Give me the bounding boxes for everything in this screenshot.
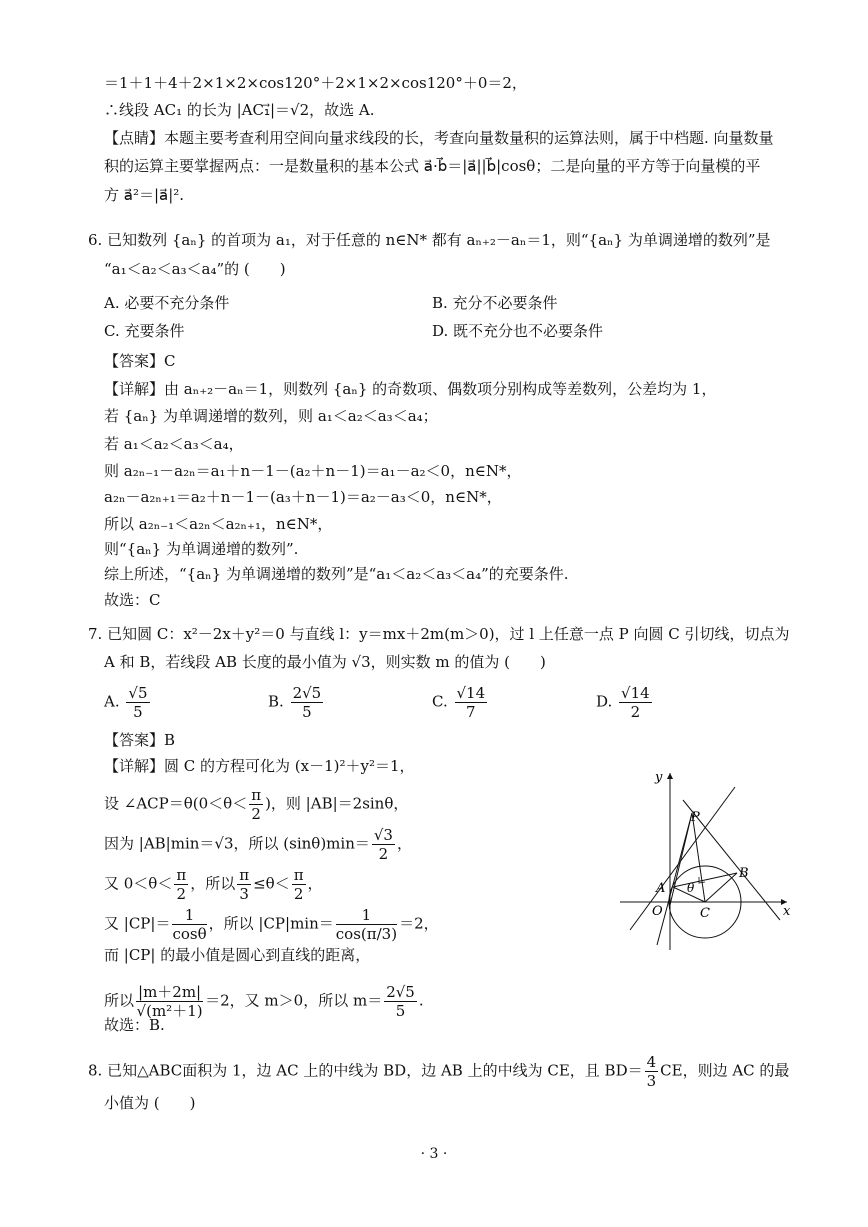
q8-stem2: 小值为 ( ) xyxy=(104,1094,196,1112)
q6-option-c: C. 充要条件 xyxy=(104,322,185,340)
label-b: B xyxy=(739,866,749,881)
q7-stem2: A 和 B，若线段 AB 长度的最小值为 √3，则实数 m 的值为 ( ) xyxy=(104,653,546,671)
q6-detail-5: a₂ₙ－a₂ₙ₊₁＝a₂＋n－1－(a₃＋n－1)＝a₂－a₃＜0，n∈N*， xyxy=(104,488,502,506)
q7-option-a-frac: $\frac{√5}{5}$ xyxy=(128,684,148,721)
q6-answer: 【答案】C xyxy=(104,352,176,370)
ext-pa xyxy=(657,813,692,945)
q5-line4: 积的运算主要掌握两点：一是数量积的基本公式 a⃗·b⃗＝|a⃗||b⃗|cosθ；二是向量的平方等于向量模的平 xyxy=(104,157,761,175)
q7-detail-2: 设 ∠ACP＝θ(0＜θ＜ $\frac{\pi}{2}$ )，则 |AB|＝2sinθ， xyxy=(104,786,409,823)
q6-detail-8: 综上所述，“{aₙ} 为单调递增的数列”是“a₁＜a₂＜a₃＜a₄”的充要条件. xyxy=(104,565,569,583)
chord-ab xyxy=(673,873,737,887)
q6-detail-7: 则“{aₙ} 为单调递增的数列”. xyxy=(104,540,299,558)
q7-option-c: C. $\frac{√14}{7}$ xyxy=(432,684,486,721)
q6-option-b: B. 充分不必要条件 xyxy=(432,294,558,312)
point-tag: 【点睛】 xyxy=(104,129,165,147)
q7-figure xyxy=(615,765,805,955)
q7-detail-1: 【详解】圆 C 的方程可化为 (x－1)²＋y²＝1， xyxy=(104,757,415,775)
label-x: x xyxy=(783,904,791,919)
label-c: C xyxy=(700,906,710,921)
q7-option-d: D. $\frac{√14}{2}$ xyxy=(596,684,650,721)
label-o: O xyxy=(652,904,663,919)
q5-line2: ∴线段 AC₁ 的长为 |AC₁⃗|＝√2，故选 A. xyxy=(104,101,375,119)
q7-stem1: 7. 已知圆 C：x²－2x＋y²＝0 与直线 l：y＝mx＋2m(m＞0)，过 l 上任意一点 P 向圆 C 引切线，切点为 xyxy=(88,625,790,643)
label-a: A xyxy=(656,881,666,896)
q5-point-text: 本题主要考查利用空间向量求线段的长，考查向量数量积的运算法则，属于中档题. 向量数量 xyxy=(164,129,774,147)
line-l xyxy=(630,787,735,930)
label-p: P xyxy=(691,810,700,825)
q7-detail-7: 所以 $\frac{|m+2m|}{\text{√(m²＋1)}}$ ＝2，又 m＞0，所以 m＝ $\frac{2√5}{5}$ . xyxy=(104,983,424,1020)
q5-line1: ＝1＋1＋4＋2×1×2×cos120°＋2×1×2×cos120°＋0＝2， xyxy=(104,74,527,92)
q5-point-line xyxy=(104,128,774,148)
q7-detail-8: 故选：B. xyxy=(104,1016,165,1034)
q6-detail-1: 【详解】由 aₙ₊₂－aₙ＝1，则数列 {aₙ} 的奇数项、偶数项分别构成等差数列，公差均为 1， xyxy=(104,380,717,398)
q7-detail-4: 又 0＜θ＜ $\frac{\pi}{2}$ ，所以 $\frac{\pi}{3}$ ≤θ＜ $\frac{\pi}{2}$ ， xyxy=(104,866,323,903)
q6-detail-6: 所以 a₂ₙ₋₁＜a₂ₙ＜a₂ₙ₊₁，n∈N*， xyxy=(104,515,333,533)
page-number: · 3 · xyxy=(420,1146,448,1162)
q7-option-b-frac: $\frac{2√5}{5}$ xyxy=(292,684,322,721)
q5-line5: 方 a⃗²＝|a⃗|². xyxy=(104,186,185,204)
q7-answer: 【答案】B xyxy=(104,731,176,749)
q7-option-d-frac: $\frac{√14}{2}$ xyxy=(621,684,650,721)
q6-option-a: A. 必要不充分条件 xyxy=(104,294,230,312)
q7-option-a: A. $\frac{√5}{5}$ xyxy=(104,684,148,721)
q7-detail-3: 因为 |AB|min＝√3，所以 (sinθ)min＝ $\frac{√3}{2}$ ， xyxy=(104,826,412,863)
q6-detail-9: 故选：C xyxy=(104,591,161,609)
q6-detail-4: 则 a₂ₙ₋₁－a₂ₙ＝a₁＋n－1－(a₂＋n－1)＝a₁－a₂＜0，n∈N*， xyxy=(104,462,522,480)
q7-option-b: B. $\frac{2√5}{5}$ xyxy=(268,684,322,721)
q8-stem1: 8. 已知△ABC面积为 1，边 AC 上的中线为 BD，边 AB 上的中线为 CE，且 BD＝ $\frac{4}{3}$ CE，则边 AC 的最 xyxy=(88,1053,790,1090)
q6-detail-2: 若 {aₙ} 为单调递增的数列，则 a₁＜a₂＜a₃＜a₄； xyxy=(104,407,438,425)
q6-stem2: “a₁＜a₂＜a₃＜a₄”的 ( ) xyxy=(104,260,286,278)
segment-cb xyxy=(705,873,737,902)
label-y: y xyxy=(655,770,663,785)
q6-detail-3: 若 a₁＜a₂＜a₃＜a₄， xyxy=(104,435,244,453)
label-theta: θ xyxy=(687,881,695,895)
q6-stem1: 6. 已知数列 {aₙ} 的首项为 a₁，对于任意的 n∈N* 都有 aₙ₊₂－aₙ＝1，则“{aₙ} 为单调递增的数列”是 xyxy=(88,231,771,249)
q6-option-d: D. 既不充分也不必要条件 xyxy=(432,322,604,340)
q7-detail-6: 而 |CP| 的最小值是圆心到直线的距离， xyxy=(104,946,371,964)
q7-option-c-frac: $\frac{√14}{7}$ xyxy=(456,684,486,721)
q7-detail-5: 又 |CP|＝ $\frac{1}{\cos\theta}$ ，所以 |CP|min＝ $\frac{1}{\cos(\pi/3)}$ ＝2， xyxy=(104,906,439,943)
